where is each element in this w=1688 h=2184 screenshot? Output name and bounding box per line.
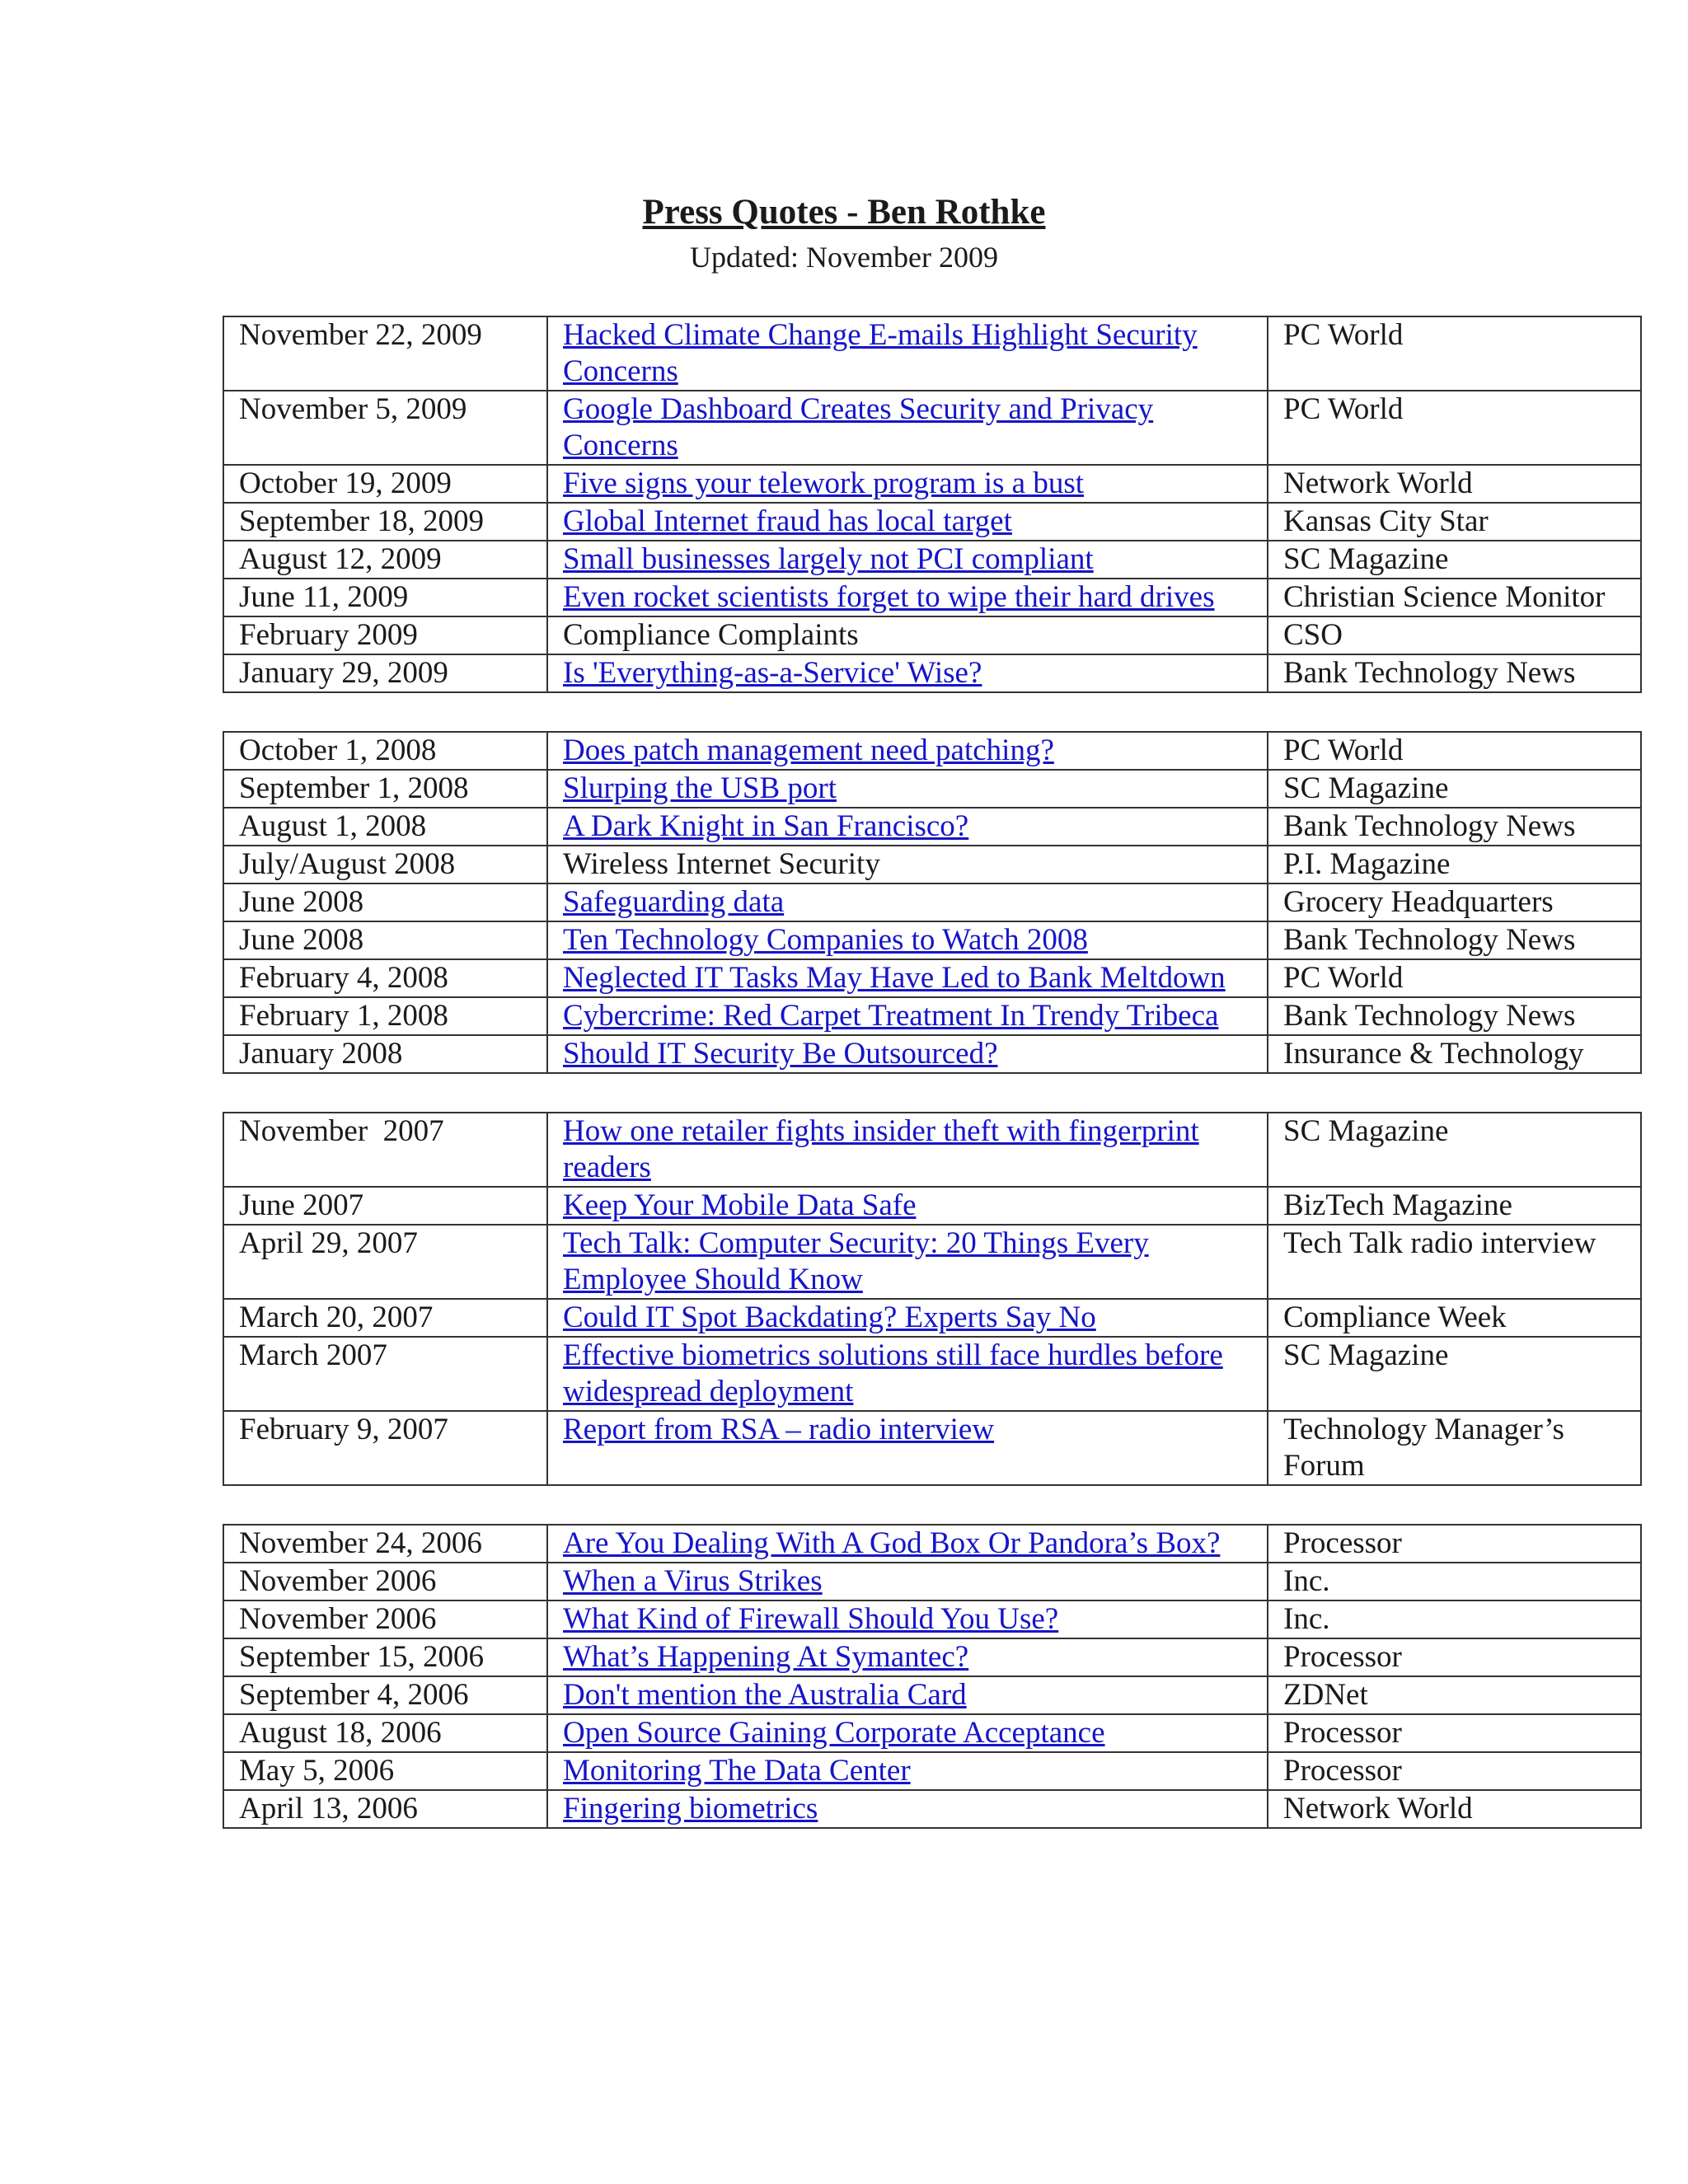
table-row — [223, 1035, 1641, 1073]
publication-cell: Bank Technology News — [1268, 654, 1641, 692]
article-title-cell — [547, 316, 1268, 391]
article-link[interactable]: Cybercrime: Red Carpet Treatment In Trendy Tribeca — [563, 999, 1219, 1033]
date-cell: June 2008 — [223, 883, 547, 921]
table-row — [223, 391, 1641, 465]
date-cell: November 2007 — [223, 1113, 547, 1187]
table-row — [223, 1299, 1641, 1337]
publication-cell: SC Magazine — [1268, 541, 1641, 579]
article-title-cell — [547, 1113, 1268, 1187]
article-title-cell — [547, 1790, 1268, 1828]
article-link[interactable]: Report from RSA – radio interview — [563, 1413, 995, 1446]
article-title-cell — [547, 1676, 1268, 1714]
publication-cell: Christian Science Monitor — [1268, 579, 1641, 616]
publication-cell: PC World — [1268, 316, 1641, 391]
article-title-cell — [547, 1752, 1268, 1790]
publication-cell: Inc. — [1268, 1601, 1641, 1638]
table-row — [223, 1411, 1641, 1485]
article-link[interactable]: Keep Your Mobile Data Safe — [563, 1188, 917, 1222]
press-quotes-table — [223, 731, 1642, 1074]
article-title-cell — [547, 579, 1268, 616]
article-link[interactable]: Global Internet fraud has local target — [563, 504, 1012, 538]
publication-cell: ZDNet — [1268, 1676, 1641, 1714]
article-title-cell — [547, 732, 1268, 770]
publication-cell: Processor — [1268, 1714, 1641, 1752]
article-link[interactable]: Should IT Security Be Outsourced? — [563, 1037, 998, 1071]
article-link[interactable]: What’s Happening At Symantec? — [563, 1640, 969, 1674]
article-title-cell — [547, 1714, 1268, 1752]
press-quote-tables — [223, 316, 1640, 1867]
table-row — [223, 1601, 1641, 1638]
table-row — [223, 808, 1641, 846]
table-row — [223, 883, 1641, 921]
article-title: Compliance Complaints — [563, 618, 859, 652]
article-title: Wireless Internet Security — [563, 847, 880, 881]
publication-cell: Compliance Week — [1268, 1299, 1641, 1337]
page-subtitle: Updated: November 2009 — [690, 241, 998, 274]
article-link[interactable]: Neglected IT Tasks May Have Led to Bank Meltdown — [563, 961, 1226, 995]
publication-cell: Processor — [1268, 1525, 1641, 1563]
publication-cell: SC Magazine — [1268, 770, 1641, 808]
table-row — [223, 1225, 1641, 1299]
publication-cell: Insurance & Technology — [1268, 1035, 1641, 1073]
date-cell: April 29, 2007 — [223, 1225, 547, 1299]
date-cell: July/August 2008 — [223, 846, 547, 883]
article-title-cell — [547, 1638, 1268, 1676]
article-link[interactable]: How one retailer fights insider theft with fingerprint readers — [563, 1114, 1199, 1184]
article-link[interactable]: Tech Talk: Computer Security: 20 Things Every Employee Should Know — [563, 1226, 1149, 1296]
article-link[interactable]: A Dark Knight in San Francisco? — [563, 809, 969, 843]
article-link[interactable]: Fingering biometrics — [563, 1792, 818, 1825]
publication-cell: Bank Technology News — [1268, 921, 1641, 959]
press-quotes-table — [223, 1112, 1642, 1486]
date-cell: November 22, 2009 — [223, 316, 547, 391]
date-cell: February 1, 2008 — [223, 997, 547, 1035]
publication-cell: Kansas City Star — [1268, 503, 1641, 541]
publication-cell: Inc. — [1268, 1563, 1641, 1601]
article-title-cell — [547, 1035, 1268, 1073]
date-cell: June 11, 2009 — [223, 579, 547, 616]
article-title-cell — [547, 883, 1268, 921]
date-cell: November 2006 — [223, 1563, 547, 1601]
date-cell: November 5, 2009 — [223, 391, 547, 465]
date-cell: October 1, 2008 — [223, 732, 547, 770]
article-title-cell — [547, 921, 1268, 959]
article-link[interactable]: Is 'Everything-as-a-Service' Wise? — [563, 656, 982, 690]
date-cell: June 2008 — [223, 921, 547, 959]
article-title-cell — [547, 770, 1268, 808]
table-row — [223, 770, 1641, 808]
date-cell: September 4, 2006 — [223, 1676, 547, 1714]
article-link[interactable]: What Kind of Firewall Should You Use? — [563, 1602, 1059, 1636]
table-row — [223, 1563, 1641, 1601]
article-title-cell — [547, 541, 1268, 579]
article-link[interactable]: Does patch management need patching? — [563, 733, 1054, 767]
press-quotes-table — [223, 316, 1642, 693]
article-link[interactable]: Hacked Climate Change E-mails Highlight Security Concerns — [563, 318, 1198, 388]
date-cell: September 15, 2006 — [223, 1638, 547, 1676]
article-title-cell — [547, 997, 1268, 1035]
publication-cell: Network World — [1268, 1790, 1641, 1828]
table-row — [223, 921, 1641, 959]
article-title-cell — [547, 808, 1268, 846]
publication-cell: Network World — [1268, 465, 1641, 503]
publication-cell: Bank Technology News — [1268, 808, 1641, 846]
date-cell: February 2009 — [223, 616, 547, 654]
article-title-cell — [547, 1299, 1268, 1337]
article-title-cell — [547, 465, 1268, 503]
publication-cell: Grocery Headquarters — [1268, 883, 1641, 921]
article-title-cell — [547, 1225, 1268, 1299]
article-title-cell — [547, 1411, 1268, 1485]
publication-cell: SC Magazine — [1268, 1113, 1641, 1187]
publication-cell: Tech Talk radio interview — [1268, 1225, 1641, 1299]
article-link[interactable]: Could IT Spot Backdating? Experts Say No — [563, 1301, 1096, 1334]
table-row — [223, 1790, 1641, 1828]
date-cell: May 5, 2006 — [223, 1752, 547, 1790]
table-row — [223, 732, 1641, 770]
table-row — [223, 503, 1641, 541]
date-cell: November 2006 — [223, 1601, 547, 1638]
table-row — [223, 1113, 1641, 1187]
date-cell: April 13, 2006 — [223, 1790, 547, 1828]
table-row — [223, 959, 1641, 997]
table-row — [223, 1525, 1641, 1563]
article-title-cell — [547, 1601, 1268, 1638]
date-cell: October 19, 2009 — [223, 465, 547, 503]
publication-cell: Processor — [1268, 1752, 1641, 1790]
date-cell: September 1, 2008 — [223, 770, 547, 808]
article-link[interactable]: Ten Technology Companies to Watch 2008 — [563, 923, 1088, 957]
article-link[interactable]: Slurping the USB port — [563, 771, 837, 805]
page-title: Press Quotes - Ben Rothke — [642, 193, 1046, 232]
article-link[interactable]: Safeguarding data — [563, 885, 785, 919]
article-title-cell — [547, 959, 1268, 997]
publication-cell: Processor — [1268, 1638, 1641, 1676]
date-cell: September 18, 2009 — [223, 503, 547, 541]
article-title-cell — [547, 654, 1268, 692]
article-link[interactable]: When a Virus Strikes — [563, 1564, 823, 1598]
article-link[interactable]: Effective biometrics solutions still face hurdles before widespread deployment — [563, 1338, 1223, 1408]
publication-cell: Technology Manager’s Forum — [1268, 1411, 1641, 1485]
table-row — [223, 1752, 1641, 1790]
date-cell: March 20, 2007 — [223, 1299, 547, 1337]
date-cell: August 1, 2008 — [223, 808, 547, 846]
publication-cell: CSO — [1268, 616, 1641, 654]
article-title-cell — [547, 1525, 1268, 1563]
publication-cell: Bank Technology News — [1268, 997, 1641, 1035]
table-row — [223, 654, 1641, 692]
table-row — [223, 846, 1641, 883]
article-link[interactable]: Google Dashboard Creates Security and Privacy Concerns — [563, 392, 1154, 462]
article-link[interactable]: Five signs your telework program is a bust — [563, 466, 1084, 500]
date-cell: November 24, 2006 — [223, 1525, 547, 1563]
article-link[interactable]: Open Source Gaining Corporate Acceptance — [563, 1716, 1105, 1750]
publication-cell: PC World — [1268, 959, 1641, 997]
date-cell: January 29, 2009 — [223, 654, 547, 692]
article-title-cell — [547, 846, 1268, 883]
date-cell: February 9, 2007 — [223, 1411, 547, 1485]
table-row — [223, 616, 1641, 654]
table-row — [223, 579, 1641, 616]
article-title-cell — [547, 616, 1268, 654]
table-row — [223, 1337, 1641, 1411]
date-cell: August 12, 2009 — [223, 541, 547, 579]
table-row — [223, 465, 1641, 503]
date-cell: June 2007 — [223, 1187, 547, 1225]
date-cell: March 2007 — [223, 1337, 547, 1411]
press-quotes-table — [223, 1524, 1642, 1829]
article-title-cell — [547, 503, 1268, 541]
publication-cell: SC Magazine — [1268, 1337, 1641, 1411]
article-link[interactable]: Monitoring The Data Center — [563, 1754, 911, 1788]
article-link[interactable]: Don't mention the Australia Card — [563, 1678, 967, 1712]
publication-cell: BizTech Magazine — [1268, 1187, 1641, 1225]
article-title-cell — [547, 1337, 1268, 1411]
publication-cell: PC World — [1268, 732, 1641, 770]
table-row — [223, 1187, 1641, 1225]
date-cell: August 18, 2006 — [223, 1714, 547, 1752]
table-row — [223, 1638, 1641, 1676]
table-row — [223, 316, 1641, 391]
date-cell: January 2008 — [223, 1035, 547, 1073]
article-link[interactable]: Are You Dealing With A God Box Or Pandora’s Box? — [563, 1526, 1221, 1560]
table-row — [223, 1676, 1641, 1714]
publication-cell: PC World — [1268, 391, 1641, 465]
table-row — [223, 541, 1641, 579]
article-title-cell — [547, 1563, 1268, 1601]
article-link[interactable]: Small businesses largely not PCI compliant — [563, 542, 1094, 576]
article-link[interactable]: Even rocket scientists forget to wipe their hard drives — [563, 580, 1215, 614]
date-cell: February 4, 2008 — [223, 959, 547, 997]
table-row — [223, 1714, 1641, 1752]
article-title-cell — [547, 1187, 1268, 1225]
publication-cell: P.I. Magazine — [1268, 846, 1641, 883]
table-row — [223, 997, 1641, 1035]
article-title-cell — [547, 391, 1268, 465]
